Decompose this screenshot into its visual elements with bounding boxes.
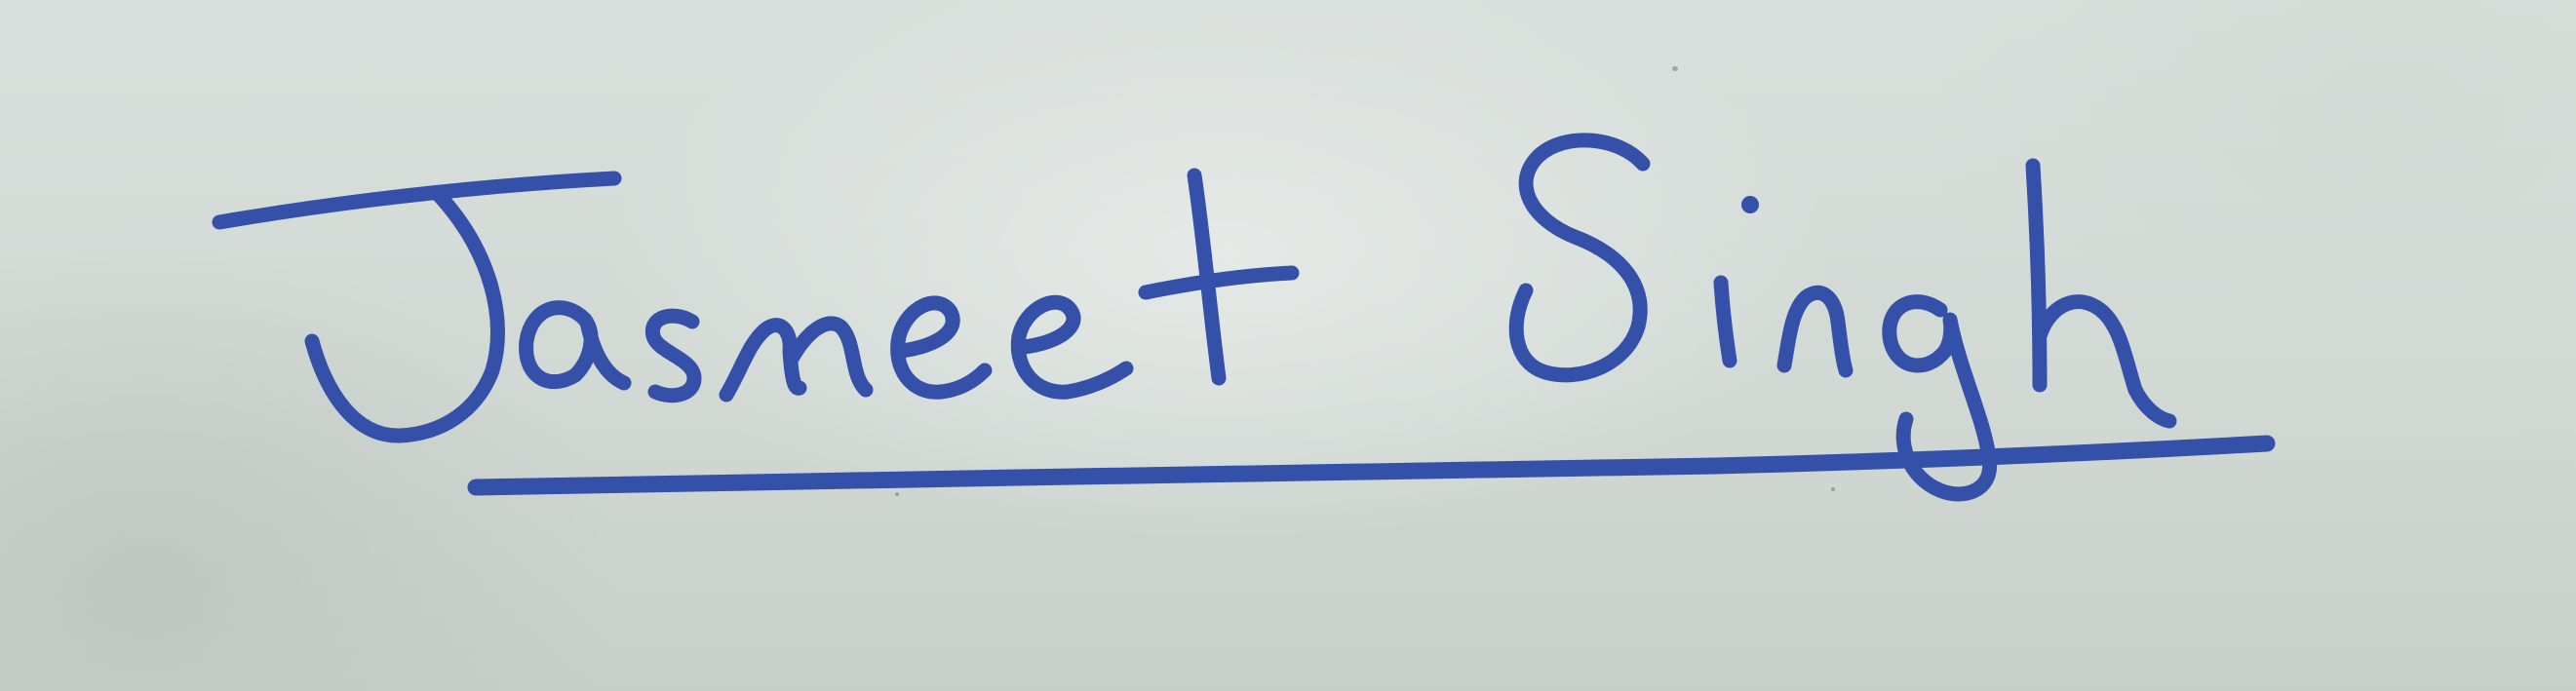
glyph-i-dot bbox=[1741, 196, 1759, 213]
glyph-S bbox=[1516, 140, 1643, 375]
glyph-e2 bbox=[1018, 302, 1126, 392]
signature-last-name bbox=[1516, 140, 2169, 494]
signature-ink bbox=[219, 140, 2267, 494]
glyph-e bbox=[898, 303, 985, 392]
glyph-i bbox=[1721, 283, 1730, 361]
glyph-m bbox=[726, 324, 866, 395]
glyph-s bbox=[652, 316, 694, 396]
glyph-t-bar bbox=[1146, 273, 1292, 292]
glyph-a bbox=[527, 308, 624, 383]
signature-first-name bbox=[219, 175, 1292, 436]
glyph-h bbox=[2033, 166, 2169, 421]
signature-underline bbox=[476, 443, 2267, 487]
glyph-n bbox=[1784, 292, 1846, 370]
